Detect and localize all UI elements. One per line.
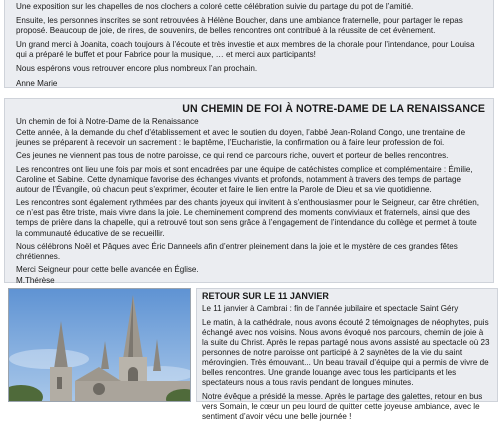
article1-paragraph: Une exposition sur les chapelles de nos clochers a coloré cette célébration suivie du partage du pot de l’amitié. xyxy=(16,2,414,11)
article1-signature: Anne Marie xyxy=(16,78,58,88)
article3-paragraph: Le 11 janvier à Cambrai : fin de l’année jubilaire et spectacle Saint Géry xyxy=(202,304,459,313)
article-retour-11-janvier-box xyxy=(196,288,498,421)
article3-title: RETOUR SUR LE 11 JANVIER xyxy=(202,291,329,301)
article-chapelles-box xyxy=(4,0,494,88)
article2-paragraph: Cette année, à la demande du chef d’établissement et avec le soutien du doyen, l’abbé Jean-Roland Congo, une trentaine de jeunes se préparent à recevoir un sacrement : le baptême, l’Eucharistie, la confirmation ou à faire leur profession de foi. xyxy=(16,128,466,148)
cathedral-photo xyxy=(8,288,191,402)
article1-paragraph: Nous espérons vous retrouver encore plus nombreux l’an prochain. xyxy=(16,64,258,74)
article1-paragraph: Un grand merci à Joanita, coach toujours à l’écoute et très investie et aux membres de la chorale pour l’intendance, pour Louisa qui a préparé le buffet et pour Fabrice pour la musique, … et merci aux participants! xyxy=(16,40,475,60)
article1-paragraph: Ensuite, les personnes inscrites se sont retrouvées à Hélène Boucher, dans une ambiance fraternelle, pour partager le repas proposé. Beaucoup de joie, de rires, de souvenirs, de belles rencontres ont contribué à la réussite de cet évènement. xyxy=(16,16,463,36)
article2-signature: M.Thérèse xyxy=(16,276,55,286)
article3-paragraph: Le matin, à la cathédrale, nous avons écouté 2 témoignages de néophytes, puis échangé avec nos voisins. Nous avons évoqué nos parcours, chemin de joie à la suite du Christ. Après le repas partagé nous avons assisté au spectacle où 23 personnes de notre paroisse ont participé à 2 saynètes de la vie du saint mérovingien. Très émouvant... Un beau travail d’équipe qui a permis de vivre de belles rencontres. Une grande louange avec tous les participants et les spectateurs nous a tous ravis pendant de longues minutes. xyxy=(202,317,490,388)
cathedral-illustration xyxy=(9,289,191,402)
article2-paragraph: Les rencontres ont lieu une fois par mois et sont encadrées par une équipe de catéchistes complice et complémentaire : Émilie, Caroline et Sabine. Cette dynamique favorise des échanges vivants et profonds, notamment à travers des temps de partage autour de l’Évangile, où chacun peut s’exprimer, écouter et faire le lien entre la Parole de Dieu et sa vie quotidienne. xyxy=(16,164,473,194)
article2-paragraph: Un chemin de foi à Notre-Dame de la Renaissance xyxy=(16,117,199,126)
article2-paragraph: Ces jeunes ne viennent pas tous de notre paroisse, ce qui rend ce parcours riche, ouvert et porteur de belles rencontres. xyxy=(16,151,449,161)
article2-paragraph: Nous célébrons Noël et Pâques avec Éric Danneels afin d’entrer pleinement dans la joie et le mystère de ces grandes fêtes chrétiennes. xyxy=(16,241,458,261)
article-chemin-de-foi-box xyxy=(4,98,494,286)
article2-paragraph: Les rencontres sont également rythmées par des chants joyeux qui invitent à s’enthousiasmer pour le Seigneur, car être chrétien, ce n’est pas être triste, mais vivre dans la joie. Le cheminement comprend des moments conviviaux et fraternels, ainsi que des temps de prière dans la chapelle, qui a retrouvé tout son sens grâce à l’engagement de l’intendance du collège et permet à toute la communauté éducative de se recueillir. xyxy=(16,198,479,238)
article2-paragraph: Merci Seigneur pour cette belle avancée en Église. xyxy=(16,265,199,275)
article3-paragraph: Notre évêque a présidé la messe. Après le partage des galettes, retour en bus vers Somain, le cœur un peu lourd de quitter cette joyeuse ambiance, avec le sentiment d’avoir vécu une belle journée ! xyxy=(202,391,483,421)
article2-headline: UN CHEMIN DE FOI À NOTRE-DAME DE LA RENAISSANCE xyxy=(182,103,485,115)
